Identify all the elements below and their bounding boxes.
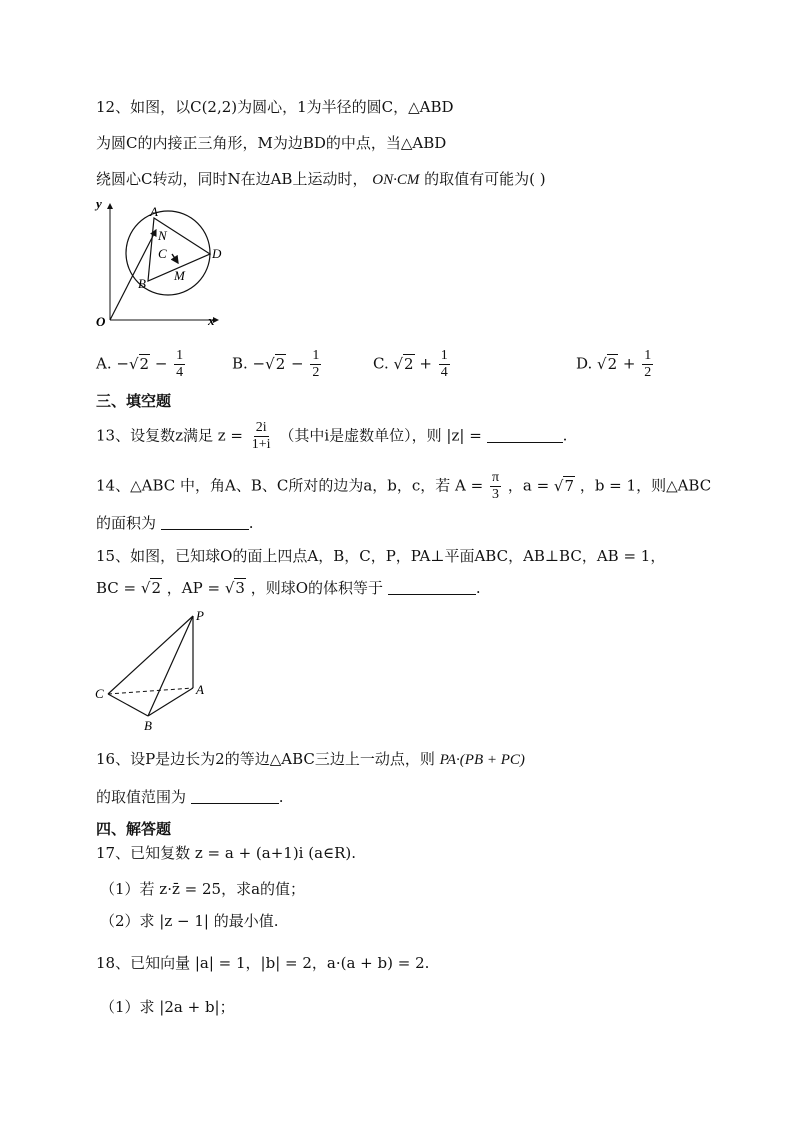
q12-option-b: B. −√2 − $\frac{1}{2}$ xyxy=(232,348,320,380)
q12-vector-expr: ON·CM xyxy=(372,172,420,188)
section-heading-fill-in: 三、填空题 xyxy=(96,392,172,410)
q12-label-d: D xyxy=(212,246,222,261)
q14-sqrt: √7 xyxy=(553,476,575,495)
q12-option-b-num: 1 xyxy=(312,348,320,363)
q14-line2 xyxy=(96,512,254,534)
q14-line1 xyxy=(96,470,711,503)
q16-text-a: 16、设P是边长为2的等边△ABC三边上一动点，则 xyxy=(96,750,435,768)
q15-radicand2: 3 xyxy=(235,579,245,597)
q12-option-a-prefix: A. − xyxy=(96,354,129,373)
q12-label-x: x xyxy=(208,313,215,328)
q12-line2: 为圆C的内接正三角形，M为边BD的中点，当△ABD xyxy=(96,134,447,152)
q15-end: . xyxy=(475,579,481,597)
q13-end: . xyxy=(562,426,568,445)
q12-option-d-prefix: D. xyxy=(576,354,598,373)
q14-text-b: ，a = xyxy=(507,476,550,495)
q17-part1: （1）若 z·z̄ = 25，求a的值； xyxy=(100,880,306,898)
q12-line1: 12、如图，以C(2,2)为圆心，1为半径的圆C，△ABD xyxy=(96,98,454,116)
q15-label-a: A xyxy=(196,682,204,697)
q12-label-o: O xyxy=(96,314,106,329)
q16-line2-text: 的取值范围为 xyxy=(96,788,187,806)
q12-option-a-num: 1 xyxy=(176,348,184,363)
q12-label-n: N xyxy=(158,228,167,243)
q17-line1: 17、已知复数 z = a + (a+1)i (a∈R). xyxy=(96,844,357,862)
q18-line1: 18、已知向量 |a| = 1，|b| = 2，a·(a + b) = 2. xyxy=(96,954,430,972)
q15-radicand1: 2 xyxy=(151,579,162,597)
q13-frac-num: 2i xyxy=(255,420,267,435)
q12-option-b-prefix: B. − xyxy=(232,354,266,373)
q12-option-d: D. √2 + $\frac{1}{2}$ xyxy=(576,348,652,380)
q15-figure xyxy=(92,606,217,734)
q13-frac xyxy=(250,420,273,453)
q16-end: . xyxy=(278,788,284,806)
q15-edge-pb xyxy=(148,616,193,716)
q17-part2: （2）求 |z − 1| 的最小值. xyxy=(100,912,279,930)
q16-vector-expr: PA·(PB + PC) xyxy=(439,752,525,768)
q12-line3 xyxy=(96,168,546,191)
q16-line2 xyxy=(96,786,284,808)
q14-text-c: ，b = 1，则△ABC xyxy=(579,476,712,495)
q12-option-a-den: 4 xyxy=(176,365,184,380)
q14-end: . xyxy=(248,514,254,532)
q12-line3-a: 绕圆心C转动，同时N在边AB上运动时， xyxy=(96,170,368,188)
q14-frac xyxy=(490,470,501,503)
q12-option-a-radicand: 2 xyxy=(139,354,150,373)
q15-label-b: B xyxy=(144,718,152,733)
q15-label-c: C xyxy=(95,686,104,701)
q14-radicand: 7 xyxy=(564,476,575,495)
q15-edge-cb xyxy=(108,694,148,716)
q12-option-b-sqrt: √2 xyxy=(265,354,286,373)
q13-answer-blank[interactable] xyxy=(487,426,563,443)
q14-frac-den: 3 xyxy=(492,487,500,502)
q15-line2 xyxy=(96,577,481,599)
q15-text-a: BC = xyxy=(96,579,137,597)
q12-option-b-den: 2 xyxy=(312,365,320,380)
q12-option-c-prefix: C. xyxy=(373,354,394,373)
q15-line1: 15、如图，已知球O的面上四点A，B，C，P，PA⊥平面ABC，AB⊥BC，AB = 1， xyxy=(96,547,666,565)
q12-option-c-sqrt: √2 xyxy=(393,354,414,373)
q13-text-a: 13、设复数z满足 z = xyxy=(96,426,243,445)
section-heading-solutions: 四、解答题 xyxy=(96,820,172,838)
q12-label-y: y xyxy=(96,196,102,211)
q15-text-b: ，AP = xyxy=(166,579,221,597)
q13-frac-den: 1+i xyxy=(251,437,271,452)
q12-label-c: C xyxy=(158,246,167,261)
q12-label-a: A xyxy=(150,204,158,219)
q12-option-d-den: 2 xyxy=(644,365,652,380)
q12-figure xyxy=(92,196,227,331)
q15-sqrt1: √2 xyxy=(140,579,162,597)
q12-option-c-den: 4 xyxy=(440,365,448,380)
q13-line xyxy=(96,420,567,453)
q15-text-c: ，则球O的体积等于 xyxy=(250,579,384,597)
q12-option-c-radicand: 2 xyxy=(404,354,414,373)
q12-option-a-frac xyxy=(174,348,185,381)
q12-option-c-num: 1 xyxy=(440,348,448,363)
q14-line2-text: 的面积为 xyxy=(96,514,157,532)
q12-option-d-num: 1 xyxy=(644,348,652,363)
q12-option-b-radicand: 2 xyxy=(275,354,286,373)
q16-answer-blank[interactable] xyxy=(191,787,279,804)
q18-part1: （1）求 |2a + b|； xyxy=(100,998,235,1016)
q12-option-c-frac xyxy=(439,348,450,381)
q12-option-c: C. √2 + $\frac{1}{4}$ xyxy=(373,348,448,380)
q12-option-d-radicand: 2 xyxy=(607,354,618,373)
q14-frac-num: π xyxy=(492,470,500,485)
q15-sqrt2: √3 xyxy=(224,579,245,597)
q14-answer-blank[interactable] xyxy=(161,513,249,530)
q15-edge-ca xyxy=(108,688,193,694)
q15-label-p: P xyxy=(196,608,204,623)
q12-option-a: A. −√2 − $\frac{1}{4}$ xyxy=(96,348,184,380)
q15-answer-blank[interactable] xyxy=(388,578,476,595)
q12-option-d-sqrt: √2 xyxy=(597,354,618,373)
q14-text-a: 14、△ABC 中，角A、B、C所对的边为a，b，c，若 A = xyxy=(96,476,484,495)
q16-line1 xyxy=(96,748,525,771)
q12-option-d-frac xyxy=(642,348,653,381)
q12-label-b: B xyxy=(138,276,146,291)
q15-edge-pc xyxy=(108,616,193,694)
q12-vector-cm xyxy=(172,254,178,263)
q12-option-a-sqrt: √2 xyxy=(128,354,150,373)
q12-label-m: M xyxy=(174,268,185,283)
q12-line3-b: 的取值有可能为( ) xyxy=(424,170,546,188)
q12-option-b-frac xyxy=(310,348,321,381)
q13-text-b: （其中i是虚数单位），则 |z| = xyxy=(279,426,482,445)
